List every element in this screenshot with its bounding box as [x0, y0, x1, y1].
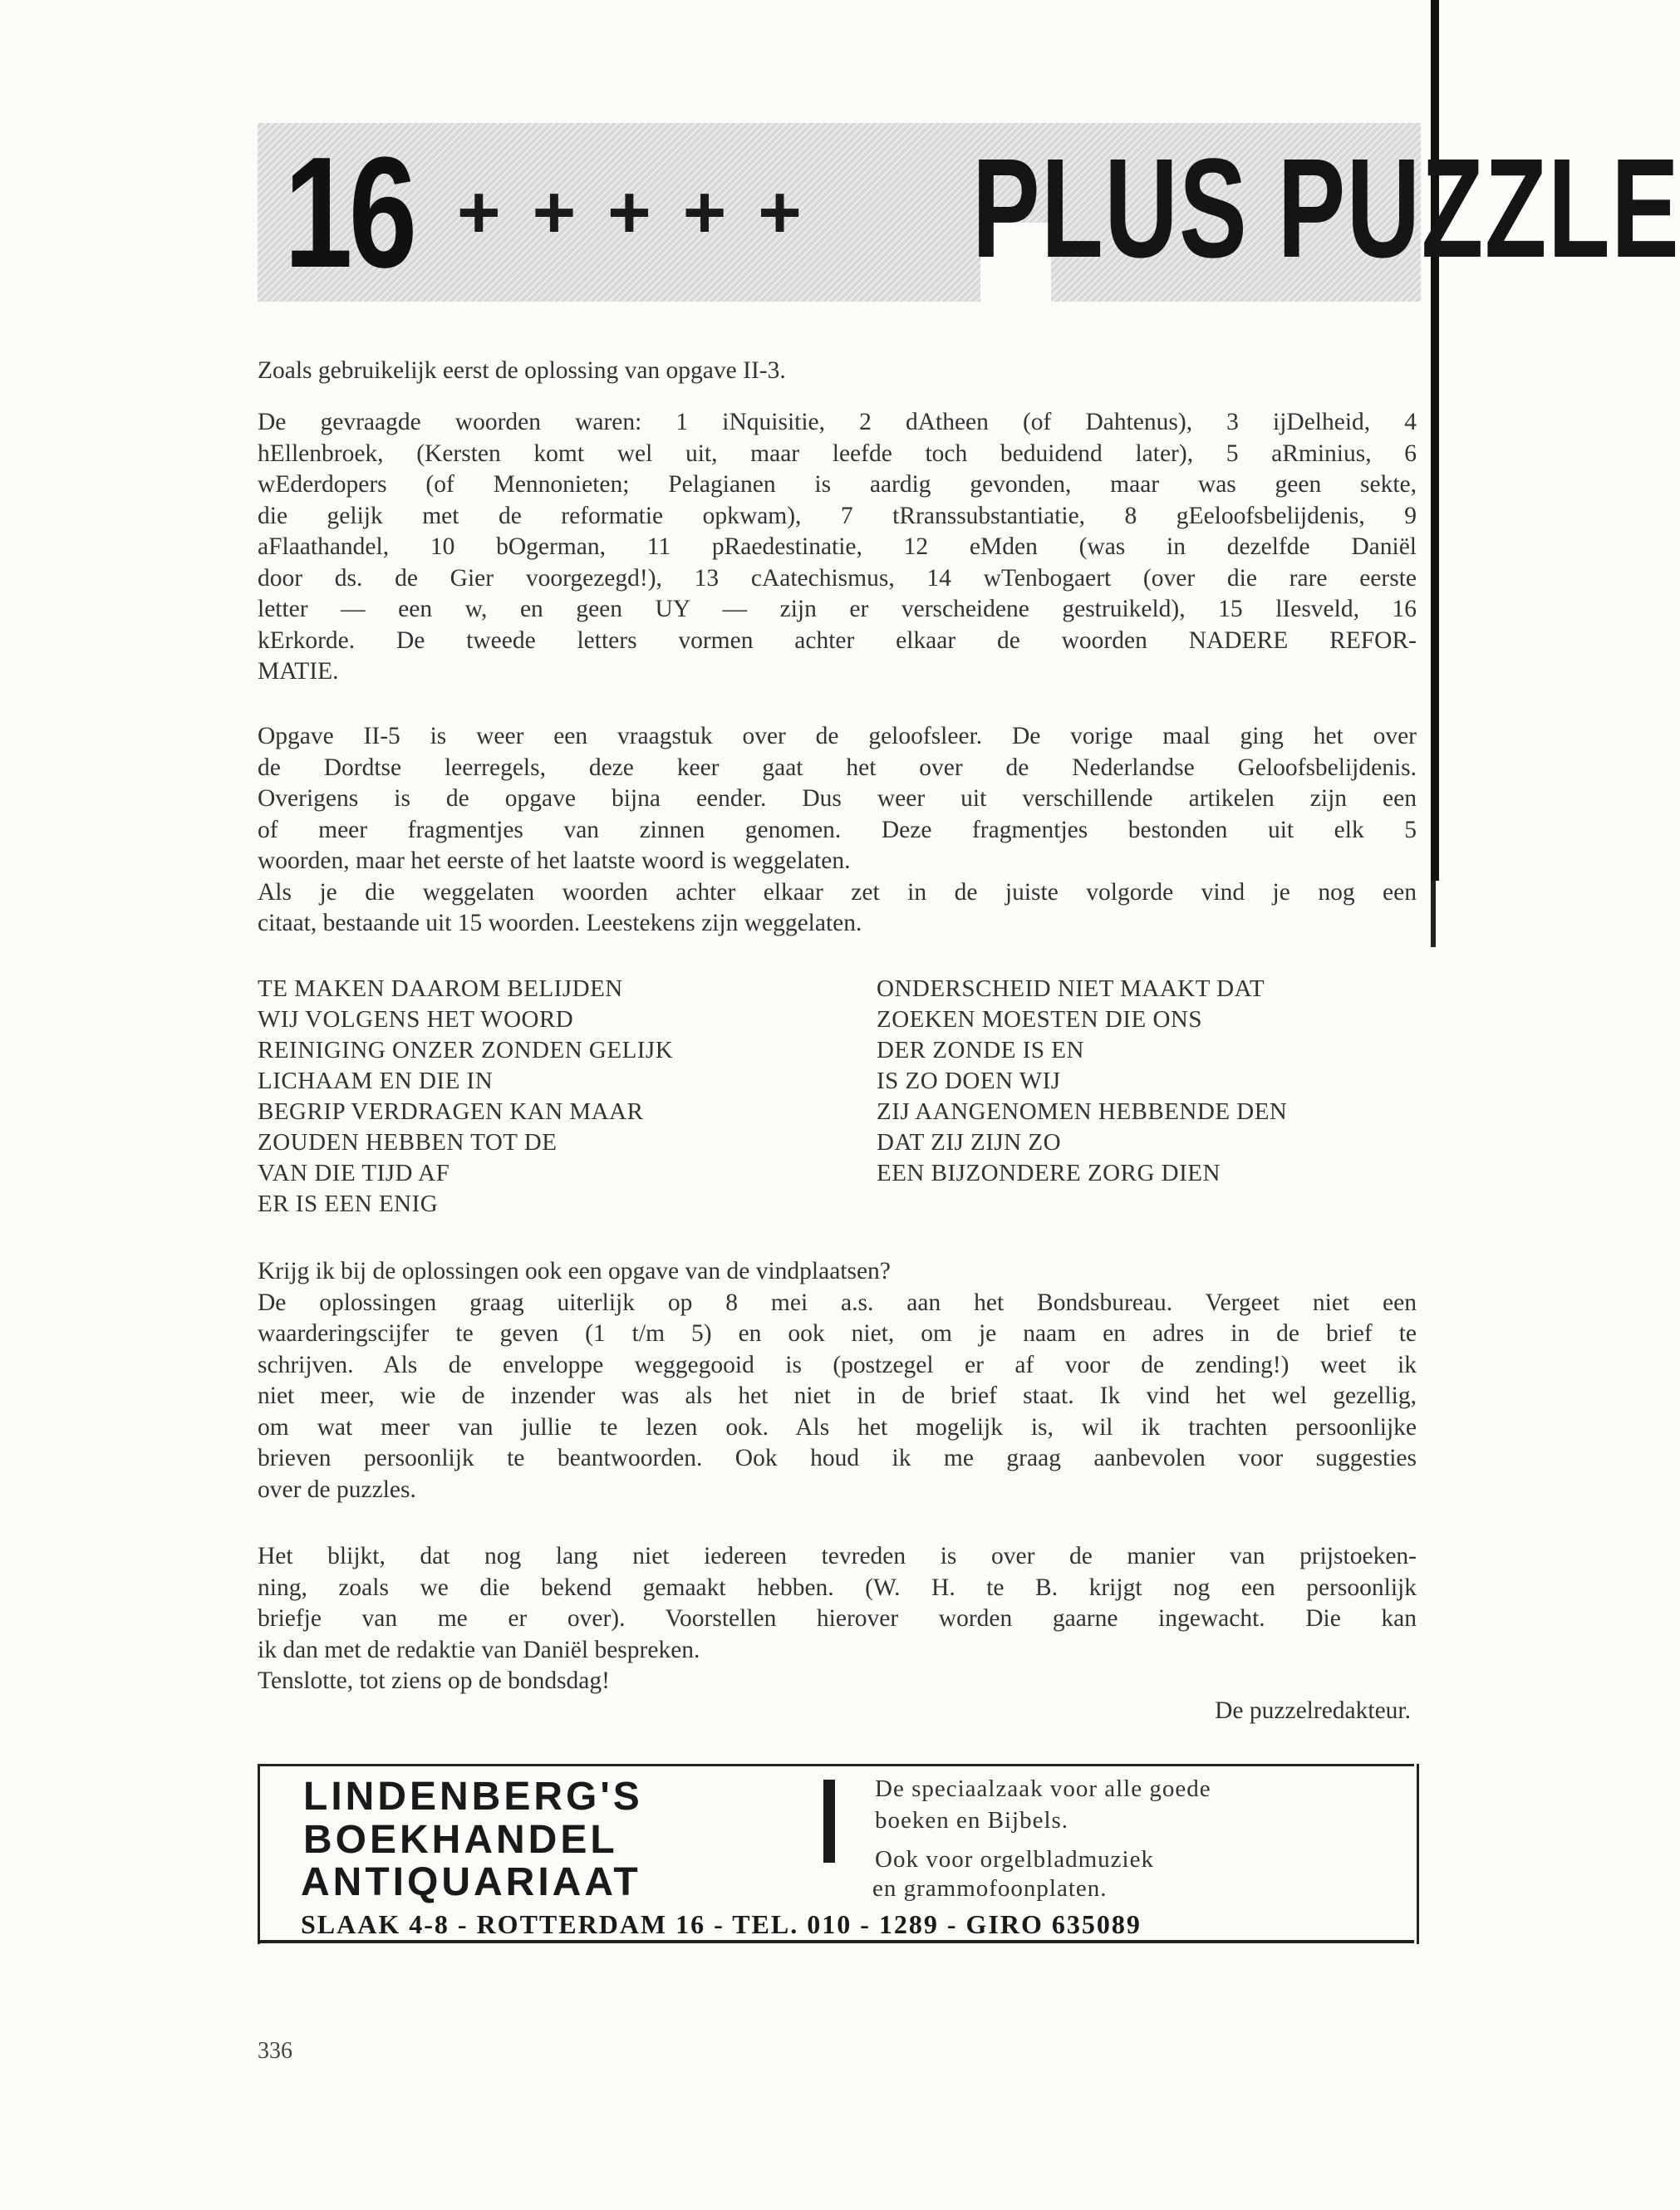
fragment-line: EEN BIJZONDERE ZORG DIEN	[877, 1160, 1221, 1186]
solution-line: aFlaathandel, 10 bOgerman, 11 pRaedestinatie, 12 eMden (was in dezelfde Daniël	[258, 533, 1417, 560]
plus-icon: +	[758, 170, 802, 254]
closing-line: over de puzzles.	[258, 1476, 416, 1503]
solution-line: MATIE.	[258, 658, 339, 685]
solution-paragraph	[258, 407, 1417, 688]
ad-shop-name: LINDENBERG'S	[303, 1775, 643, 1819]
assignment-paragraph	[258, 721, 1417, 940]
fragment-line: ER IS EEN ENIG	[258, 1191, 439, 1217]
plus-icon: +	[457, 170, 501, 254]
fragment-line: WIJ VOLGENS HET WOORD	[258, 1006, 574, 1033]
assignment-line: citaat, bestaande uit 15 woorden. Leestekens zijn weggelaten.	[258, 910, 862, 936]
closing-paragraph	[258, 1256, 1417, 1505]
closing-line: De oplossingen graag uiterlijk op 8 mei a.s. aan het Bondsbureau. Vergeet niet een	[258, 1289, 1417, 1316]
prize-line: ning, zoals we die bekend gemaakt hebben. (W. H. te B. krijgt nog een persoonlijk	[258, 1574, 1417, 1601]
prize-line: ik dan met de redaktie van Daniël bespreken.	[258, 1636, 700, 1663]
fragments-left-column	[258, 974, 673, 1220]
ad-description: boeken en Bijbels.	[875, 1807, 1069, 1834]
plus-icon: +	[532, 170, 577, 254]
assignment-line: woorden, maar het eerste of het laatste woord is weggelaten.	[258, 847, 851, 874]
prize-line: briefje van me er over). Voorstellen hierover worden gaarne ingewacht. Die kan	[258, 1605, 1417, 1632]
ad-divider	[823, 1780, 835, 1863]
fragment-line: DAT ZIJ ZIJN ZO	[877, 1129, 1062, 1156]
closing-line: Krijg ik bij de oplossingen ook een opgave van de vindplaatsen?	[258, 1258, 891, 1284]
closing-line: brieven persoonlijk te beantwoorden. Ook houd ik me graag aanbevolen voor suggesties	[258, 1445, 1417, 1471]
signature: De puzzelredakteur.	[1215, 1697, 1411, 1724]
closing-line: waarderingscijfer te geven (1 t/m 5) en ook niet, om je naam en adres in de brief te	[258, 1320, 1417, 1347]
fragment-line: ONDERSCHEID NIET MAAKT DAT	[877, 975, 1265, 1002]
fragment-line: ZOUDEN HEBBEN TOT DE	[258, 1129, 558, 1156]
assignment-line: Overigens is de opgave bijna eender. Dus weer uit verschillende artikelen zijn een	[258, 785, 1417, 812]
ad-description: en grammofoonplaten.	[872, 1875, 1108, 1902]
page-number: 336	[258, 2038, 292, 2064]
ad-address: SLAAK 4-8 - ROTTERDAM 16 - TEL. 010 - 1289 - GIRO 635089	[301, 1909, 1142, 1939]
solution-line: kErkorde. De tweede letters vormen achter elkaar de woorden NADERE REFOR-	[258, 626, 1417, 654]
solution-line: door ds. de Gier voorgezegd!), 13 cAatechismus, 14 wTenbogaert (over die rare eerste	[258, 564, 1417, 592]
solution-line: die gelijk met de reformatie opkwam), 7 tRranssubstantiatie, 8 gEeloofsbelijdenis, 9	[258, 502, 1417, 529]
fragment-line: DER ZONDE IS EN	[877, 1037, 1084, 1063]
banner-number: 16	[284, 124, 414, 301]
fragment-line: LICHAAM EN DIE IN	[258, 1068, 494, 1094]
closing-line: schrijven. Als de enveloppe weggegooid is (postzegel er af voor de zending!) weet ik	[258, 1351, 1417, 1378]
banner-title: PLUS PUZZLE	[972, 130, 1680, 287]
page-edge-shadow	[1431, 881, 1436, 947]
fragment-line: BEGRIP VERDRAGEN KAN MAAR	[258, 1098, 644, 1125]
prize-paragraph	[258, 1541, 1417, 1697]
solution-line: letter — een w, en geen UY — zijn er verscheidene gestruikeld), 15 lIesveld, 16	[258, 596, 1417, 622]
assignment-line: Als je die weggelaten woorden achter elkaar zet in de juiste volgorde vind je nog een	[258, 878, 1417, 906]
closing-line: niet meer, wie de inzender was als het niet in de brief staat. Ik vind het wel gezellig,	[258, 1382, 1417, 1409]
ad-border-bottom	[258, 1940, 1414, 1943]
fragment-line: VAN DIE TIJD AF	[258, 1160, 450, 1186]
prize-line: Het blijkt, dat nog lang niet iedereen tevreden is over de manier van prijstoeken-	[258, 1543, 1417, 1569]
solution-line: wEderdopers (of Mennonieten; Pelagianen is aardig gevonden, maar was geen sekte,	[258, 471, 1417, 498]
fragment-line: TE MAKEN DAAROM BELIJDEN	[258, 975, 623, 1002]
solution-line: De gevraagde woorden waren: 1 iNquisitie, 2 dAtheen (of Dahtenus), 3 ijDelheid, 4	[258, 409, 1417, 435]
prize-line: Tenslotte, tot ziens op de bondsdag!	[258, 1667, 610, 1694]
fragment-line: REINIGING ONZER ZONDEN GELIJK	[258, 1037, 674, 1063]
assignment-line: Opgave II-5 is weer een vraagstuk over de geloofsleer. De vorige maal ging het over	[258, 723, 1417, 749]
ad-description: De speciaalzaak voor alle goede	[875, 1775, 1211, 1802]
ad-shop-name: BOEKHANDEL	[303, 1818, 618, 1862]
solution-line: hEllenbroek, (Kersten komt wel uit, maar leefde toch beduidend later), 5 aRminius, 6	[258, 440, 1417, 467]
fragment-line: ZOEKEN MOESTEN DIE ONS	[877, 1006, 1202, 1033]
puzzle-banner	[258, 123, 1680, 302]
ad-description: Ook voor orgelbladmuziek	[875, 1846, 1154, 1873]
plus-icon: +	[607, 170, 651, 254]
plus-icon: +	[682, 170, 727, 254]
assignment-line: of meer fragmentjes van zinnen genomen. Deze fragmentjes bestonden uit elk 5	[258, 816, 1417, 843]
fragment-line: ZIJ AANGENOMEN HEBBENDE DEN	[877, 1098, 1288, 1125]
assignment-line: de Dordtse leerregels, deze keer gaat het over de Nederlandse Geloofsbelijdenis.	[258, 754, 1417, 781]
closing-line: om wat meer van jullie te lezen ook. Als het mogelijk is, wil ik trachten persoonlijke	[258, 1413, 1417, 1441]
fragments-right-column	[877, 974, 1287, 1189]
fragment-line: IS ZO DOEN WIJ	[877, 1068, 1061, 1094]
intro-text: Zoals gebruikelijk eerst de oplossing van opgave II-3.	[258, 357, 786, 384]
ad-shop-name: ANTIQUARIAAT	[301, 1860, 641, 1904]
